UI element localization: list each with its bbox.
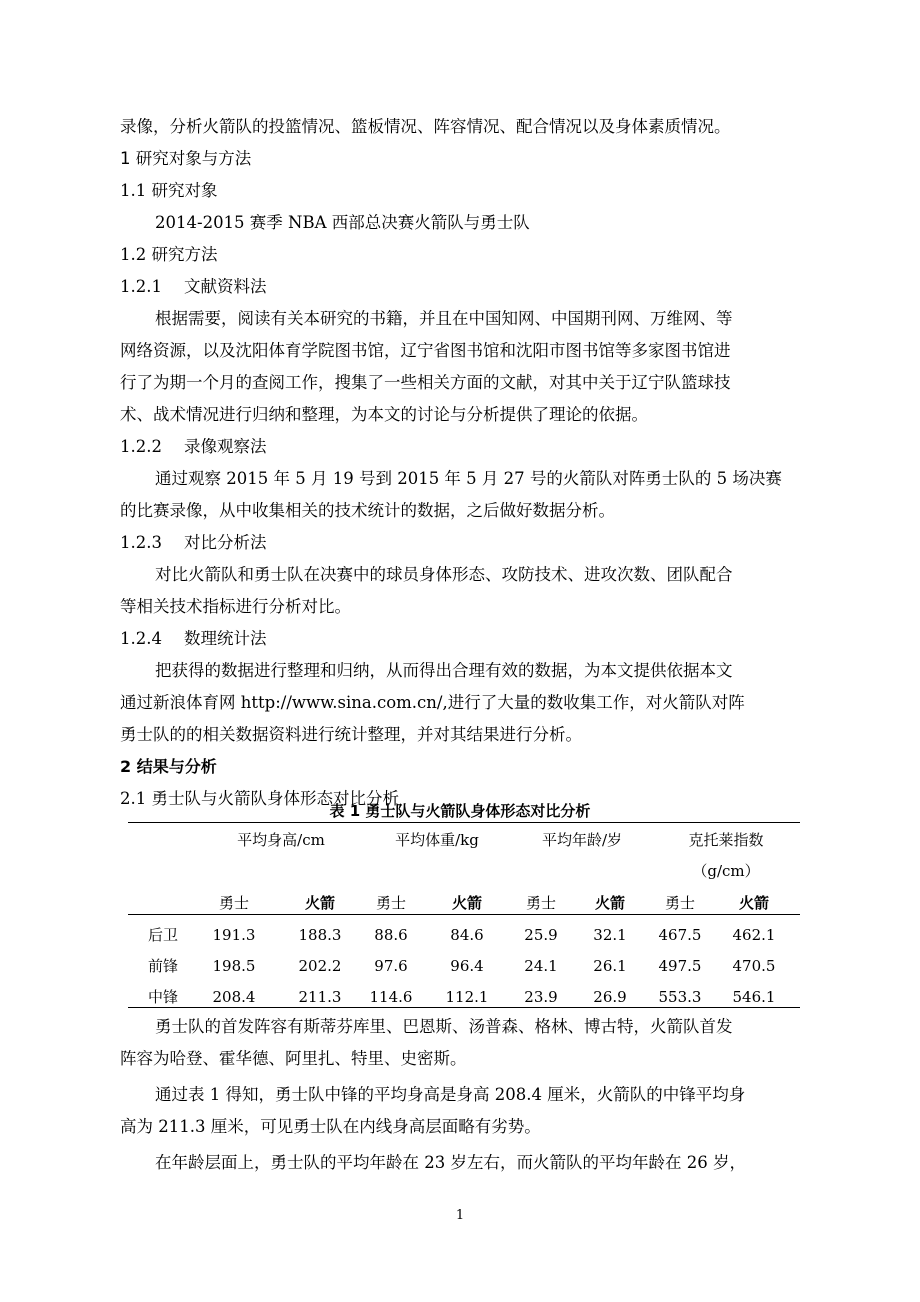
paragraph-line: 阵容为哈登、霍华德、阿里扎、特里、史密斯。 <box>120 1049 467 1068</box>
page-number: 1 <box>455 1208 465 1223</box>
table-cell: 97.6 <box>374 957 408 975</box>
heading-title: 数理统计法 <box>183 629 267 648</box>
paragraph-line: 勇士队的的相关数据资料进行统计整理，并对其结果进行分析。 <box>120 725 582 744</box>
team-header-warriors: 勇士 <box>664 894 695 912</box>
table-cell: 467.5 <box>658 926 702 944</box>
table-cell: 23.9 <box>524 988 558 1006</box>
team-header-warriors: 勇士 <box>525 894 556 912</box>
section-heading-1-2-3 <box>120 533 266 553</box>
section-heading-2: 2 结果与分析 <box>120 757 217 776</box>
team-header-rockets: 火箭 <box>738 894 769 912</box>
section-heading-1-1: 1.1 研究对象 <box>120 181 218 200</box>
table-header-rule <box>128 914 800 915</box>
table-cell: 470.5 <box>732 957 776 975</box>
table-cell: 96.4 <box>450 957 484 975</box>
table-cell: 497.5 <box>658 957 702 975</box>
paragraph-line: 在年龄层面上，勇士队的平均年龄在 23 岁左右，而火箭队的平均年龄在 26 岁， <box>155 1153 746 1172</box>
paragraph-line: 网络资源，以及沈阳体育学院图书馆，辽宁省图书馆和沈阳市图书馆等多家图书馆进 <box>120 341 731 360</box>
table-cell: 553.3 <box>658 988 702 1006</box>
heading-number: 1.2.2 <box>120 437 162 456</box>
section-heading-1-2-1 <box>120 277 266 297</box>
paragraph-line: 的比赛录像，从中收集相关的技术统计的数据，之后做好数据分析。 <box>120 501 615 520</box>
row-position-label: 前锋 <box>147 957 178 975</box>
paragraph-line: 等相关技术指标进行分析对比。 <box>120 597 351 616</box>
table-cell: 26.9 <box>593 988 627 1006</box>
table-cell: 112.1 <box>445 988 489 1006</box>
paragraph-line: 勇士队的首发阵容有斯蒂芬库里、巴恩斯、汤普森、格林、博古特，火箭队首发 <box>155 1017 733 1036</box>
table-cell: 26.1 <box>593 957 627 975</box>
table-caption: 表 1 勇士队与火箭队身体形态对比分析 <box>329 802 591 820</box>
table-cell: 208.4 <box>212 988 256 1006</box>
heading-number: 1.2.4 <box>120 629 162 648</box>
heading-number: 1.2.3 <box>120 533 162 552</box>
table-cell: 198.5 <box>212 957 256 975</box>
paragraph-line: 2014-2015 赛季 NBA 西部总决赛火箭队与勇士队 <box>155 213 530 232</box>
table-cell: 25.9 <box>524 926 558 944</box>
paragraph-line: 术、战术情况进行归纳和整理，为本文的讨论与分析提供了理论的依据。 <box>120 405 648 424</box>
table-cell: 191.3 <box>212 926 256 944</box>
heading-title: 对比分析法 <box>183 533 267 552</box>
heading-title: 录像观察法 <box>183 437 267 456</box>
heading-title: 文献资料法 <box>183 277 267 296</box>
section-heading-1-2-2 <box>120 437 266 457</box>
table-cell: 24.1 <box>524 957 558 975</box>
team-header-rockets: 火箭 <box>451 894 482 912</box>
paragraph-line: 根据需要，阅读有关本研究的书籍，并且在中国知网、中国期刊网、万维网、等 <box>155 309 733 328</box>
row-position-label: 中锋 <box>147 988 178 1006</box>
section-heading-1-2-4 <box>120 629 266 649</box>
table-cell: 32.1 <box>593 926 627 944</box>
table-cell: 546.1 <box>732 988 776 1006</box>
table-group-header-quetelet: 克托莱指数 <box>688 831 764 849</box>
section-heading-1: 1 研究对象与方法 <box>120 149 252 168</box>
table-cell: 202.2 <box>298 957 342 975</box>
paragraph-line: 高为 211.3 厘米，可见勇士队在内线身高层面略有劣势。 <box>120 1117 541 1136</box>
row-position-label: 后卫 <box>147 926 178 944</box>
paragraph-line: 对比火箭队和勇士队在决赛中的球员身体形态、攻防技术、进攻次数、团队配合 <box>155 565 733 584</box>
table-group-header-weight: 平均体重/kg <box>395 831 479 849</box>
table-group-unit-quetelet: （g/cm） <box>692 862 760 880</box>
paragraph-line: 行了为期一个月的查阅工作，搜集了一些相关方面的文献，对其中关于辽宁队篮球技 <box>120 373 731 392</box>
section-heading-2-1: 2.1 勇士队与火箭队身体形态对比分析 <box>120 789 399 808</box>
team-header-warriors: 勇士 <box>218 894 249 912</box>
section-heading-1-2: 1.2 研究方法 <box>120 245 218 264</box>
team-header-rockets: 火箭 <box>594 894 625 912</box>
table-cell: 114.6 <box>369 988 413 1006</box>
table-cell: 88.6 <box>374 926 408 944</box>
table-cell: 211.3 <box>298 988 342 1006</box>
table-group-header-height: 平均身高/cm <box>237 831 325 849</box>
team-header-warriors: 勇士 <box>375 894 406 912</box>
table-cell: 462.1 <box>732 926 776 944</box>
table-cell: 188.3 <box>298 926 342 944</box>
paragraph-line: 通过新浪体育网 http://www.sina.com.cn/,进行了大量的数收集工作，对火箭队对阵 <box>120 693 745 712</box>
paragraph-line: 通过表 1 得知，勇士队中锋的平均身高是身高 208.4 厘米，火箭队的中锋平均身 <box>155 1085 746 1104</box>
paragraph-line: 录像，分析火箭队的投篮情况、篮板情况、阵容情况、配合情况以及身体素质情况。 <box>120 117 731 136</box>
heading-number: 1.2.1 <box>120 277 162 296</box>
paragraph-line: 把获得的数据进行整理和归纳，从而得出合理有效的数据，为本文提供依据本文 <box>155 661 733 680</box>
table-bottom-rule <box>128 1007 800 1008</box>
paragraph-line: 通过观察 2015 年 5 月 19 号到 2015 年 5 月 27 号的火箭队对阵勇士队的 5 场决赛 <box>155 469 782 488</box>
team-header-rockets: 火箭 <box>304 894 335 912</box>
table-group-header-age: 平均年龄/岁 <box>541 831 623 849</box>
table-cell: 84.6 <box>450 926 484 944</box>
table-top-rule <box>128 822 800 823</box>
